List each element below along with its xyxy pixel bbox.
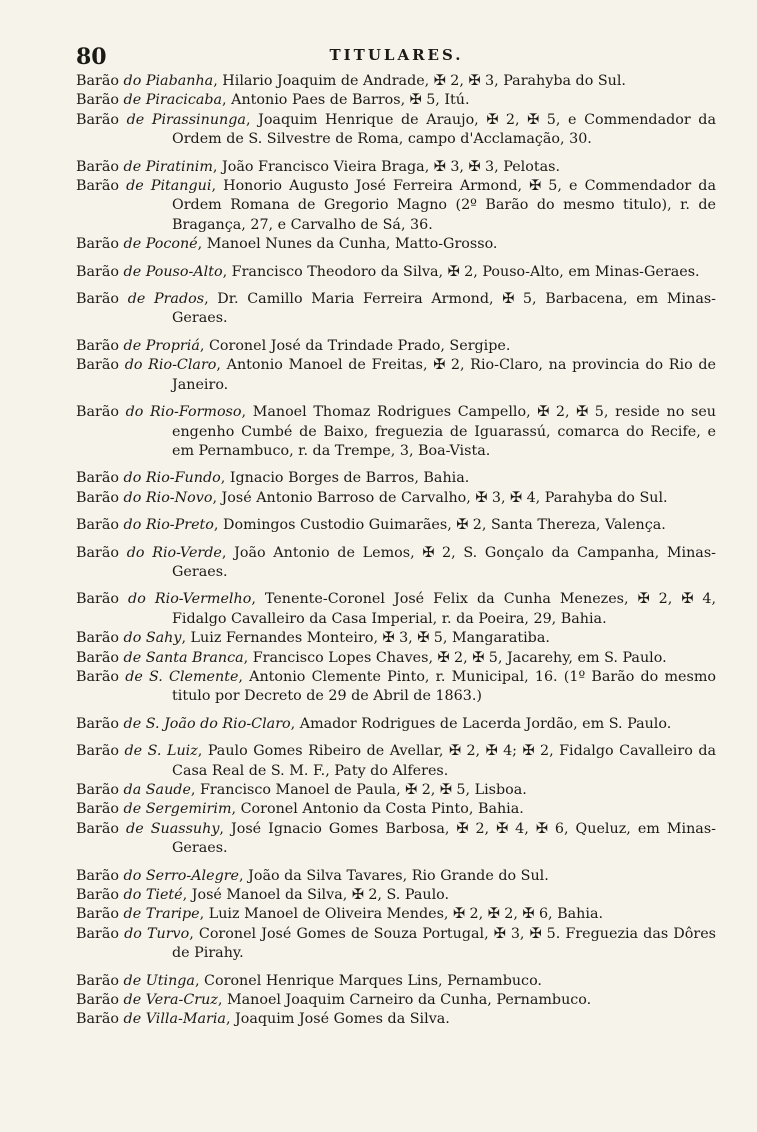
entry-prefix: Barão — [76, 591, 129, 608]
entry-text: , Antonio Manoel de Freitas, ✠ 2, Rio-Claro, na provincia do Rio de Janeiro. — [172, 357, 716, 393]
list-item — [76, 972, 716, 991]
entry-title-name: do Rio-Claro — [124, 357, 217, 374]
entry-title-name: do Rio-Vermelho — [128, 591, 252, 608]
entry-text: , Amador Rodrigues de Lacerda Jordão, em S. Paulo. — [290, 715, 672, 732]
entry-text: , Coronel Antonio da Costa Pinto, Bahia. — [231, 801, 524, 818]
entry-prefix: Barão — [76, 489, 124, 506]
entry-text: , Manoel Nunes da Cunha, Matto-Grosso. — [197, 236, 498, 253]
entry-title-name: de Poconé — [123, 236, 198, 253]
entry-text: , Honorio Augusto José Ferreira Armond, ✠ 5, e Commendador da Ordem Romana de Gregorio Magno (2º Barão do mesmo titulo), r. de Bragança, 27, e Carvalho de Sá, 36. — [172, 178, 716, 233]
entry-text: , Tenente-Coronel José Felix da Cunha Menezes, ✠ 2, ✠ 4, Fidalgo Cavalleiro da Casa Imperial, r. da Poeira, 29, Bahia. — [172, 591, 716, 627]
list-item — [76, 489, 716, 508]
list-item — [76, 177, 716, 235]
entry-prefix: Barão — [76, 801, 124, 818]
entry-text: , Coronel José da Trindade Prado, Sergipe. — [199, 337, 511, 354]
entry-prefix: Barão — [76, 715, 124, 732]
list-item — [76, 403, 716, 461]
entry-title-name: de Vera-Cruz — [123, 992, 218, 1009]
list-item — [76, 72, 716, 91]
entry-title-name: de S. João do Rio-Claro — [123, 715, 291, 732]
page-header — [76, 44, 717, 68]
list-item — [76, 886, 716, 905]
entry-title-name: do Rio-Fundo — [123, 470, 221, 487]
entry-text: , João da Silva Tavares, Rio Grande do Sul. — [239, 867, 549, 884]
entry-prefix: Barão — [76, 517, 124, 534]
list-item — [76, 544, 716, 583]
entry-prefix: Barão — [76, 972, 124, 989]
entry-title-name: da Saude — [123, 782, 191, 798]
list-item — [76, 649, 716, 668]
entry-prefix: Barão — [76, 544, 127, 561]
entry-prefix: Barão — [76, 906, 124, 923]
entry-title-name: de Sergemirim — [123, 801, 232, 818]
entry-prefix: Barão — [76, 236, 124, 253]
entry-prefix: Barão — [76, 925, 125, 942]
list-item — [76, 516, 716, 535]
entry-title-name: de S. Luiz — [124, 743, 198, 760]
entry-title-name: de Utinga — [123, 972, 195, 989]
list-item — [76, 111, 716, 150]
entry-title-name: do Rio-Preto — [123, 517, 214, 534]
entry-text: , Francisco Manoel de Paula, ✠ 2, ✠ 5, Lisboa. — [190, 782, 527, 798]
entry-text: , Joaquim Henrique de Araujo, ✠ 2, ✠ 5, e Commendador da Ordem de S. Silvestre de Roma, campo d'Acclamação, 30. — [172, 111, 716, 148]
titles-list — [76, 72, 716, 1030]
entry-text: , Manoel Thomaz Rodrigues Campello, ✠ 2, ✠ 5, reside no seu engenho Cumbé de Baixo, freguezia de Iguarassú, comarca do Recife, e em Pernambuco, r. da Trempe, 3, Boa-Vista. — [172, 404, 716, 459]
entry-title-name: de Villa-Maria — [123, 1011, 226, 1028]
entry-title-name: de Piratinim — [123, 158, 213, 175]
entry-prefix: Barão — [76, 992, 124, 1009]
entry-prefix: Barão — [76, 1011, 124, 1028]
entry-title-name: de Propriá — [123, 337, 200, 354]
list-item — [76, 715, 716, 734]
entry-text: , Paulo Gomes Ribeiro de Avellar, ✠ 2, ✠ 4; ✠ 2, Fidalgo Cavalleiro da Casa Real de S. M. F., Paty do Alferes. — [172, 743, 716, 779]
list-item — [76, 356, 716, 395]
entry-text: , João Francisco Vieira Braga, ✠ 3, ✠ 3, Pelotas. — [212, 158, 560, 175]
entry-prefix: Barão — [76, 263, 124, 280]
list-item — [76, 991, 716, 1010]
entry-text: , Manoel Joaquim Carneiro da Cunha, Pernambuco. — [217, 992, 592, 1009]
entry-title-name: de Pirassinunga — [126, 111, 246, 128]
entry-text: , José Ignacio Gomes Barbosa, ✠ 2, ✠ 4, ✠ 6, Queluz, em Minas-Geraes. — [172, 820, 716, 857]
entry-title-name: de Prados — [127, 291, 205, 308]
entry-prefix: Barão — [76, 867, 124, 884]
list-item — [76, 290, 716, 329]
entry-title-name: do Sahy — [123, 630, 182, 647]
entry-text: , Luiz Fernandes Monteiro, ✠ 3, ✠ 5, Mangaratiba. — [181, 630, 550, 647]
entry-title-name: de Suassuhy — [126, 820, 220, 837]
entry-prefix: Barão — [76, 668, 126, 685]
entry-title-name: do Piabanha — [123, 73, 214, 89]
entry-text: , Ignacio Borges de Barros, Bahia. — [220, 470, 470, 487]
list-item — [76, 590, 716, 629]
list-item — [76, 158, 716, 177]
entry-prefix: Barão — [76, 470, 124, 487]
list-item — [76, 781, 716, 800]
entry-text: , José Antonio Barroso de Carvalho, ✠ 3, ✠ 4, Parahyba do Sul. — [212, 489, 668, 506]
entry-text: , Antonio Paes de Barros, ✠ 5, Itú. — [222, 92, 470, 109]
entry-title-name: do Serro-Alegre — [123, 867, 240, 884]
entry-text: , Luiz Manoel de Oliveira Mendes, ✠ 2, ✠ 2, ✠ 6, Bahia. — [199, 906, 604, 923]
entry-prefix: Barão — [76, 178, 127, 195]
list-item — [76, 1010, 716, 1029]
entry-title-name: do Rio-Novo — [123, 489, 213, 506]
list-item — [76, 668, 716, 707]
entry-text: , Coronel José Gomes de Souza Portugal, ✠ 3, ✠ 5. Freguezia das Dôres de Pirahy. — [172, 925, 716, 962]
entry-prefix: Barão — [76, 649, 124, 666]
entry-title-name: do Rio-Formoso — [125, 404, 242, 421]
entry-text: , Antonio Clemente Pinto, r. Municipal, 16. (1º Barão do mesmo titulo por Decreto de 29 de Abril de 1863.) — [172, 668, 716, 705]
list-item — [76, 820, 716, 859]
list-item — [76, 905, 716, 924]
entry-prefix: Barão — [76, 782, 124, 798]
entry-prefix: Barão — [76, 820, 127, 837]
entry-title-name: de Traripe — [123, 906, 200, 923]
entry-title-name: de Santa Branca — [123, 649, 244, 666]
entry-prefix: Barão — [76, 337, 124, 354]
entry-prefix: Barão — [76, 158, 124, 175]
list-item — [76, 469, 716, 488]
list-item — [76, 742, 716, 781]
entry-prefix: Barão — [76, 404, 126, 421]
entry-text: , Francisco Lopes Chaves, ✠ 2, ✠ 5, Jacarehy, em S. Paulo. — [243, 649, 667, 666]
list-item — [76, 867, 716, 886]
list-item — [76, 263, 716, 282]
page-number: 80 — [76, 44, 107, 70]
entry-prefix: Barão — [76, 291, 128, 308]
list-item — [76, 800, 716, 819]
list-item — [76, 337, 716, 356]
entry-text: , Domingos Custodio Guimarães, ✠ 2, Santa Thereza, Valença. — [213, 517, 666, 534]
entry-title-name: de Piracicaba — [123, 92, 223, 109]
list-item — [76, 91, 716, 110]
entry-title-name: do Turvo — [124, 925, 190, 942]
list-item — [76, 629, 716, 648]
entry-text: , Hilario Joaquim de Andrade, ✠ 2, ✠ 3, Parahyba do Sul. — [213, 73, 626, 89]
list-item — [76, 925, 716, 964]
entry-prefix: Barão — [76, 743, 125, 760]
entry-prefix: Barão — [76, 630, 124, 647]
entry-prefix: Barão — [76, 73, 124, 89]
entry-title-name: de S. Clemente — [125, 668, 239, 685]
running-title: TITULARES. — [329, 46, 464, 64]
list-item — [76, 235, 716, 254]
entry-text: , José Manoel da Silva, ✠ 2, S. Paulo. — [182, 887, 450, 904]
entry-text: , Coronel Henrique Marques Lins, Pernambuco. — [194, 972, 542, 989]
entry-text: , Francisco Theodoro da Silva, ✠ 2, Pouso-Alto, em Minas-Geraes. — [222, 263, 700, 280]
entry-prefix: Barão — [76, 111, 127, 128]
entry-prefix: Barão — [76, 887, 124, 904]
entry-title-name: de Pouso-Alto — [123, 263, 223, 280]
entry-prefix: Barão — [76, 92, 124, 109]
entry-title-name: do Rio-Verde — [126, 544, 222, 561]
entry-title-name: do Tieté — [123, 887, 183, 904]
entry-text: , Dr. Camillo Maria Ferreira Armond, ✠ 5, Barbacena, em Minas-Geraes. — [172, 291, 717, 327]
entry-text: , Joaquim José Gomes da Silva. — [225, 1011, 450, 1028]
entry-title-name: de Pitangui — [126, 178, 212, 195]
entry-text: , João Antonio de Lemos, ✠ 2, S. Gonçalo da Campanha, Minas-Geraes. — [172, 544, 716, 580]
entry-prefix: Barão — [76, 357, 125, 374]
